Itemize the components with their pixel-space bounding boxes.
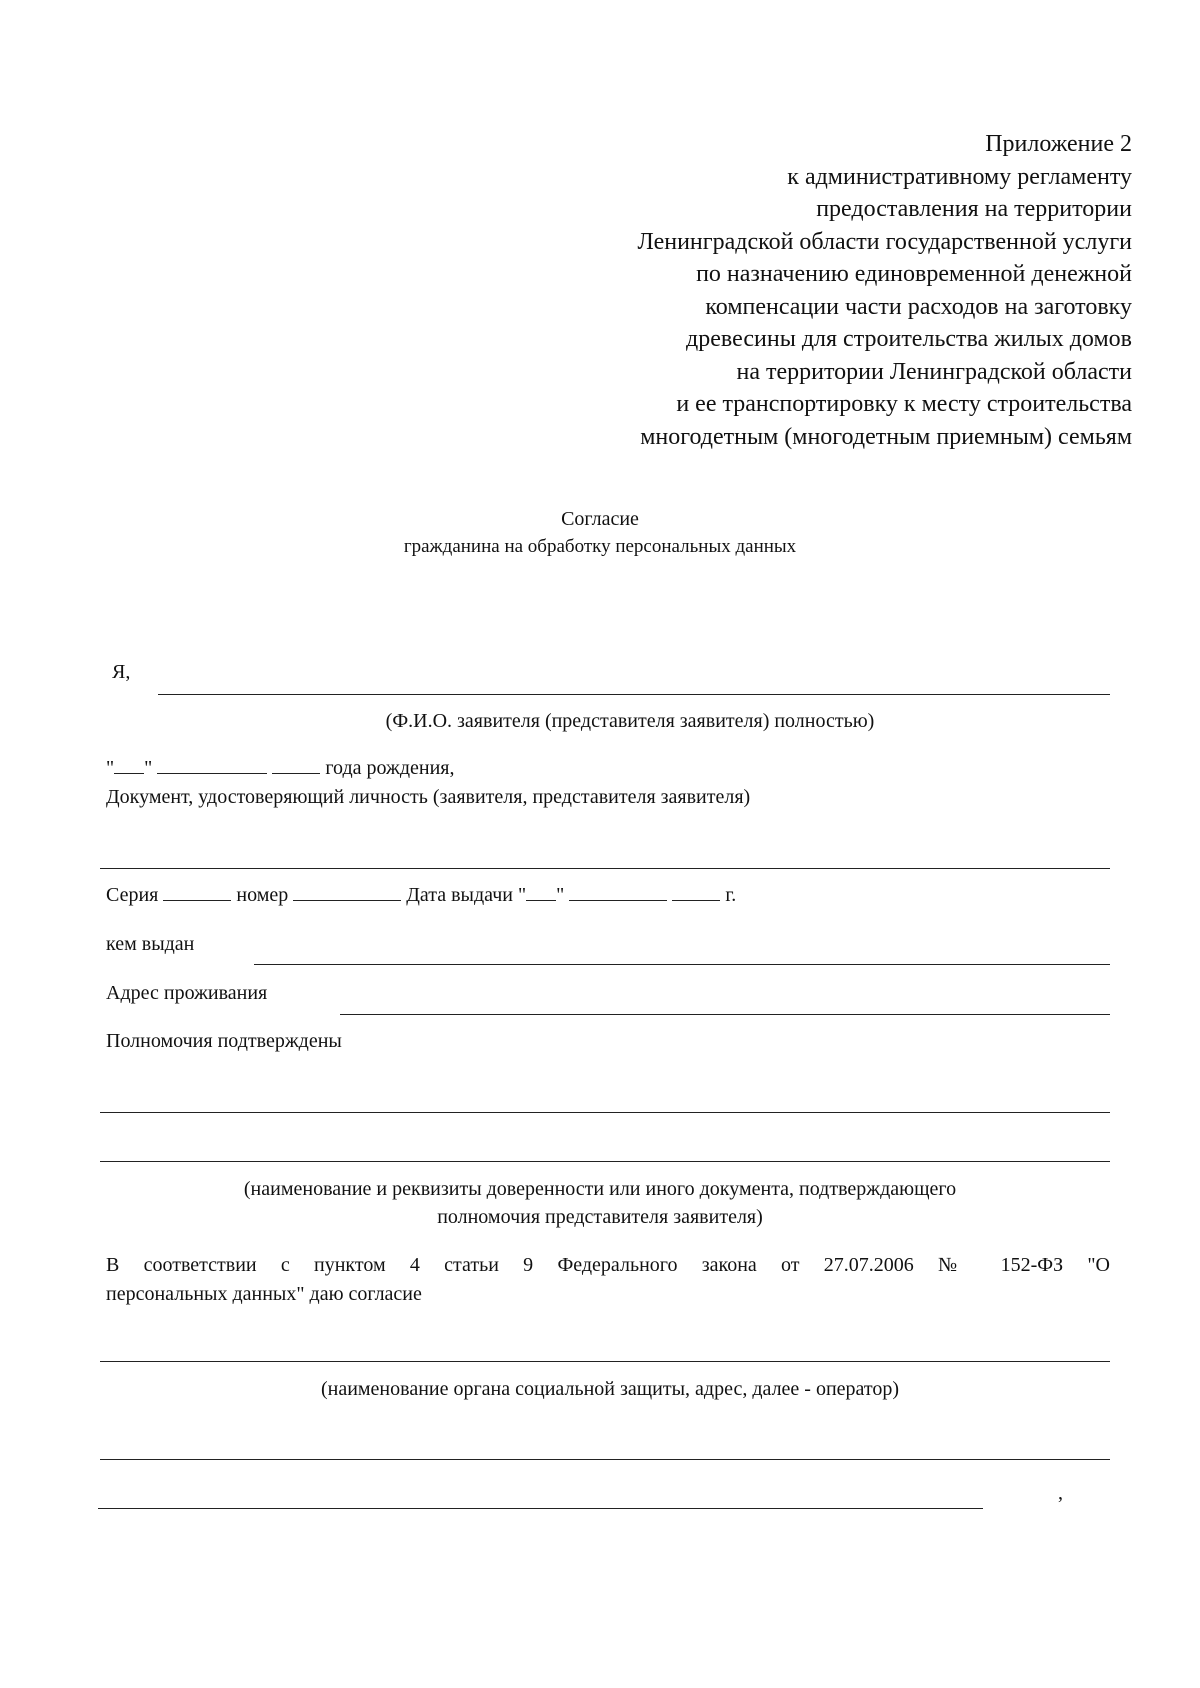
operator-address-field-1[interactable] [100,1459,1110,1460]
authority-label: Полномочия подтверждены [106,1030,342,1052]
header-line: к административному регламенту [787,163,1132,190]
header-line: древесины для строительства жилых домов [686,326,1132,352]
birth-day-field[interactable] [114,757,144,774]
issue-day-field[interactable] [526,884,556,901]
operator-caption: (наименование органа социальной защиты, адрес, далее - оператор) [320,1378,900,1400]
issued-by-label: кем выдан [106,933,195,955]
appendix-header [432,128,1132,453]
authority-field-2[interactable] [100,1161,1110,1162]
header-line: предоставления на территории [816,196,1132,222]
header-line: Ленинградской области государственной услуги [637,228,1132,255]
ya-label: Я, [112,661,131,683]
birth-date-row [106,757,455,780]
header-line: многодетным (многодетным приемным) семьям [640,423,1132,450]
trailing-comma: , [1058,1482,1063,1504]
issue-year-field[interactable] [672,884,720,901]
document-label: Документ, удостоверяющий личность (заявителя, представителя заявителя) [106,786,751,808]
operator-address-field-2[interactable] [98,1508,983,1509]
issue-month-field[interactable] [569,884,667,901]
series-field[interactable] [163,884,231,901]
header-line: компенсации части расходов на заготовку [705,293,1132,320]
fio-field[interactable] [158,694,1110,695]
quote-close: " [144,757,153,779]
document-title: Согласие [561,508,639,530]
quote-open: " [106,757,115,779]
birth-month-field[interactable] [157,757,267,774]
quote-close: " [556,884,565,906]
address-label: Адрес проживания [106,982,268,1004]
birth-suffix: года рождения, [325,757,455,779]
birth-year-field[interactable] [272,757,320,774]
header-line: и ее транспортировку к месту строительства [676,391,1132,417]
header-line: Приложение 2 [985,131,1132,157]
consent-paragraph [106,1251,1110,1309]
issued-by-field[interactable] [254,964,1110,965]
authority-caption-1: (наименование и реквизиты доверенности или иного документа, подтверждающего [243,1178,957,1200]
authority-field-1[interactable] [100,1112,1110,1113]
number-field[interactable] [293,884,401,901]
authority-caption-2: полномочия представителя заявителя) [437,1206,763,1228]
operator-field[interactable] [100,1361,1110,1362]
address-field[interactable] [340,1014,1110,1015]
number-label: номер [236,884,289,906]
quote-open: " [518,884,527,906]
document-field[interactable] [100,868,1110,869]
document-subtitle: гражданина на обработку персональных данных [403,536,797,557]
passport-row [106,884,736,907]
year-suffix: г. [725,884,737,906]
consent-line-1: В соответствии с пунктом 4 статьи 9 Федерального закона от 27.07.2006 № 152-ФЗ "О [106,1254,1110,1276]
header-line: на территории Ленинградской области [736,358,1132,385]
issue-date-label: Дата выдачи [406,884,513,906]
fio-caption: (Ф.И.О. заявителя (представителя заявителя) полностью) [385,710,875,732]
consent-line-2: персональных данных" даю согласие [106,1283,422,1305]
series-label: Серия [106,884,159,906]
header-line: по назначению единовременной денежной [696,261,1132,287]
